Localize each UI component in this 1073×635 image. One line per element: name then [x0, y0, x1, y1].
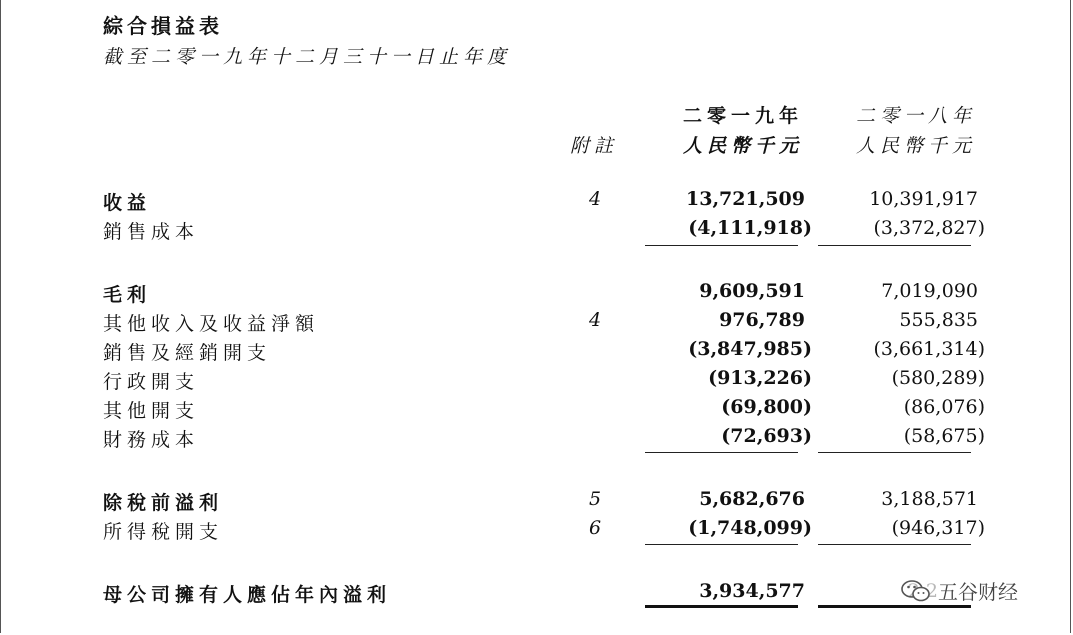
value-2018: (86,076)	[903, 396, 985, 418]
table-row	[0, 338, 1073, 366]
row-note: 5	[588, 488, 602, 510]
row-note: 6	[588, 517, 602, 539]
value-2018: (58,675)	[903, 425, 985, 447]
value-2019: 5,682,676	[699, 488, 805, 510]
value-2019: (72,693)	[721, 425, 812, 447]
year-2018-header: 二零一八年	[855, 105, 976, 127]
value-2018: 555,835	[899, 309, 978, 331]
statement-title: 綜合損益表	[103, 14, 223, 38]
row-label: 銷售成本	[103, 221, 200, 243]
value-2018: 10,391,917	[869, 188, 978, 210]
value-2019: (913,226)	[708, 367, 812, 389]
statement-subtitle: 截至二零一九年十二月三十一日止年度	[103, 46, 512, 68]
table-row	[0, 517, 1073, 545]
row-label: 其他開支	[103, 400, 200, 422]
row-label: 所得稅開支	[103, 521, 224, 543]
table-row	[0, 280, 1073, 308]
value-2019: 3,934,577	[699, 580, 805, 602]
watermark	[900, 576, 1018, 605]
value-2018: (580,289)	[891, 367, 985, 389]
table-row	[0, 367, 1073, 395]
subtotal-rule-2019	[645, 452, 798, 453]
table-row	[0, 488, 1073, 516]
value-2018: (3,372,827)	[873, 217, 985, 239]
value-2019: 9,609,591	[699, 280, 805, 302]
value-2019: (4,111,918)	[688, 217, 812, 239]
row-note: 4	[588, 188, 602, 210]
total-rule-2018	[818, 605, 971, 608]
note-column-header: 附註	[570, 135, 619, 157]
value-2019: 13,721,509	[686, 188, 805, 210]
value-2018: 7,019,090	[881, 280, 978, 302]
row-label: 母公司擁有人應佔年內溢利	[103, 584, 392, 606]
unit-2018-header: 人民幣千元	[855, 135, 976, 157]
row-label: 除稅前溢利	[103, 492, 224, 514]
value-2018: 3,188,571	[881, 488, 978, 510]
subtotal-rule-2018	[818, 245, 971, 246]
row-label: 銷售及經銷開支	[103, 342, 272, 364]
table-row	[0, 396, 1073, 424]
row-note: 4	[588, 309, 602, 331]
value-2018: (3,661,314)	[873, 338, 985, 360]
watermark-text: 五谷财经	[938, 580, 1018, 604]
value-2019: (69,800)	[721, 396, 812, 418]
year-2019-header: 二零一九年	[682, 105, 803, 127]
table-row	[0, 217, 1073, 245]
table-row	[0, 309, 1073, 337]
subtotal-rule-2018	[818, 544, 971, 545]
value-2018: (946,317)	[891, 517, 985, 539]
table-row	[0, 425, 1073, 453]
wechat-icon	[900, 579, 932, 603]
unit-2019-header: 人民幣千元	[682, 135, 803, 157]
row-label: 其他收入及收益淨額	[103, 313, 320, 335]
total-rule-2019	[645, 605, 798, 608]
subtotal-rule-2018	[818, 452, 971, 453]
table-row	[0, 188, 1073, 216]
row-label: 收益	[103, 192, 152, 214]
value-2019: (1,748,099)	[688, 517, 812, 539]
row-label: 行政開支	[103, 371, 200, 393]
row-label: 毛利	[103, 284, 152, 306]
subtotal-rule-2019	[645, 245, 798, 246]
value-2019: (3,847,985)	[688, 338, 812, 360]
row-label: 財務成本	[103, 429, 200, 451]
subtotal-rule-2019	[645, 544, 798, 545]
value-2019: 976,789	[719, 309, 805, 331]
